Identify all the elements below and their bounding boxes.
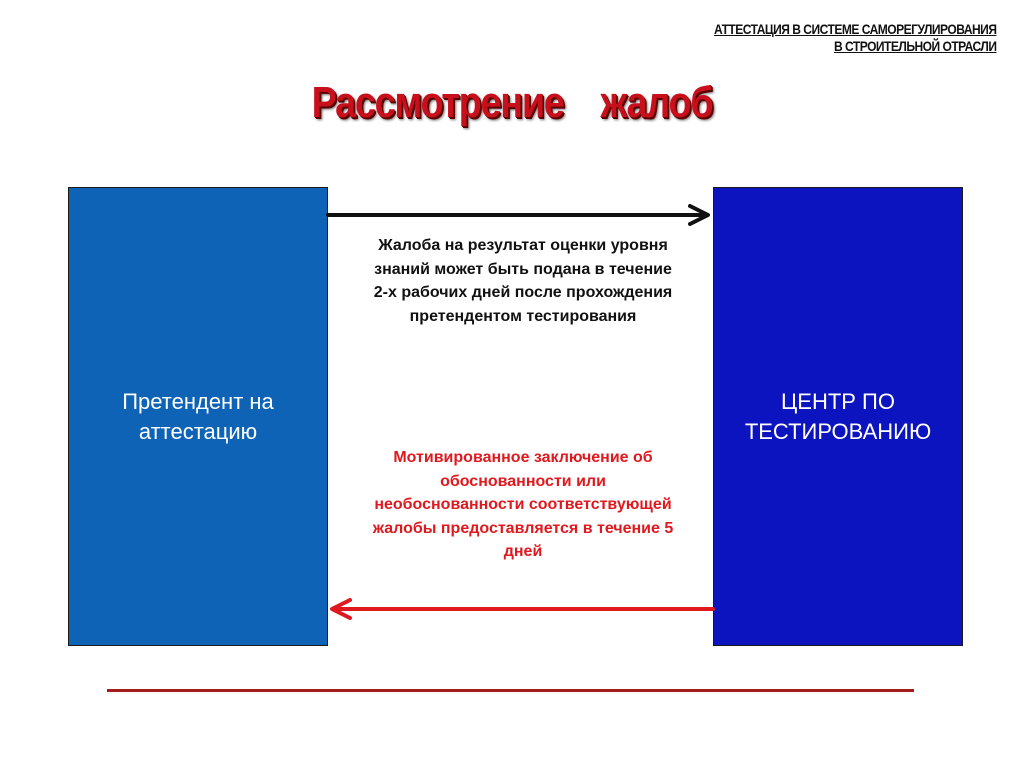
header-line-2: В СТРОИТЕЛЬНОЙ ОТРАСЛИ [833,38,996,54]
applicant-box [68,187,328,646]
slide-title: Рассмотрение жалоб [311,78,713,127]
complaint-text: Жалоба на результат оценки уровня знаний может быть подана в течение 2-х рабочих дней после прохождения претендентом тестирования [373,237,673,325]
response-text: Мотивированное заключение об обоснованности или необоснованности соответствующей жалобы предоставляется в течение 5 дней [372,449,674,560]
header-line-1: АТТЕСТАЦИЯ В СИСТЕМЕ САМОРЕГУЛИРОВАНИЯ [713,21,996,37]
presentation-header [714,21,996,55]
complaint-arrow [328,206,708,224]
bottom-divider [107,689,914,692]
testing-center-box [713,187,963,646]
testing-center-label: ЦЕНТР ПО ТЕСТИРОВАНИЮ [744,388,932,444]
applicant-label: Претендент на аттестацию [122,388,274,444]
response-arrow [332,600,713,618]
